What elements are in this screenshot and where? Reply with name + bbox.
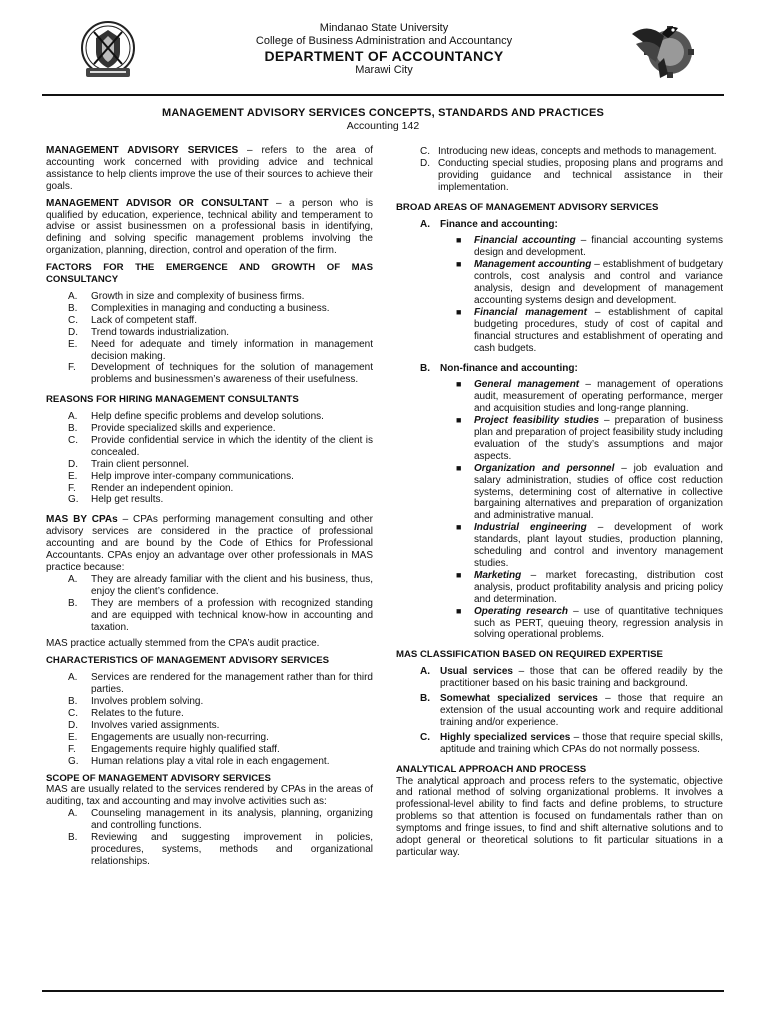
nonfinance-subheading: B. Non-finance and accounting: xyxy=(420,362,578,374)
bullet-icon: ■ xyxy=(456,379,462,390)
finance-list xyxy=(396,235,723,354)
list-item: B. Provide specialized skills and experience. xyxy=(68,423,276,435)
bullet-icon: ■ xyxy=(456,605,462,616)
document-title-block xyxy=(42,107,724,133)
course-code: Accounting 142 xyxy=(346,120,420,132)
section-heading: BROAD AREAS OF MANAGEMENT ADVISORY SERVICES xyxy=(396,201,659,213)
advisor-definition: MANAGEMENT ADVISOR OR CONSULTANT – a person who is qualified by education, experience, technical ability and temperament to advise or assist businessmen on a professional basis in identifying, defining and solving specific management problems involving the organization, planning, direction, control and operation of the firm. xyxy=(46,197,373,257)
cpa-advantages-list xyxy=(46,574,373,634)
footer-divider xyxy=(42,990,724,992)
list-item: B. They are members of a profession with recognized standing and are equipped with technical know-how in accounting and taxation. xyxy=(68,597,373,633)
list-item: B. Reviewing and suggesting improvement in policies, procedures, systems, methods and organizational relationships. xyxy=(68,832,373,867)
list-item: D. Trend towards industrialization. xyxy=(68,326,230,338)
section-heading: SCOPE OF MANAGEMENT ADVISORY SERVICES xyxy=(46,772,271,784)
list-item: B. Involves problem solving. xyxy=(68,696,204,708)
list-item: G. Human relations play a vital role in each engagement. xyxy=(68,755,330,767)
section-heading: MAS CLASSIFICATION BASED ON REQUIRED EXPERTISE xyxy=(396,649,663,661)
list-item: C. Provide confidential service in which the identity of the client is concealed. xyxy=(68,434,373,458)
cpa-term: MAS BY CPAs xyxy=(46,514,118,526)
list-item: E. Need for adequate and timely information in management decision making. xyxy=(68,338,373,362)
list-item: F. Development of techniques for the solution of management problems and businessmen’s awareness of their usefulness. xyxy=(68,362,373,386)
advisor-term: MANAGEMENT ADVISOR OR CONSULTANT xyxy=(46,197,269,209)
mas-definition: MANAGEMENT ADVISORY SERVICES – refers to the area of accounting work concerned with providing advice and technical assistance to help clients improve the use of their sources to achieve their goals. xyxy=(46,145,374,192)
list-item: B. Somewhat specialized services – those that require an extension of the usual accounting work and require additional training and/or experience. xyxy=(420,693,723,728)
list-item: ■ General management – management of operations audit, measurement of operating performance, merger and acquisition studies and long-range planning. xyxy=(456,379,723,415)
list-item: E. Engagements are usually non-recurring. xyxy=(68,731,269,743)
document-title: MANAGEMENT ADVISORY SERVICES CONCEPTS, STANDARDS AND PRACTICES xyxy=(161,107,605,119)
list-item: B. Complexities in managing and conducting a business. xyxy=(68,302,330,314)
bullet-icon: ■ xyxy=(456,522,462,533)
cpa-note: MAS practice actually stemmed from the CPA’s audit practice. xyxy=(46,638,320,650)
factors-list xyxy=(46,291,373,386)
city-name: Marawi City xyxy=(355,64,413,76)
letterhead xyxy=(0,22,768,77)
list-item: ■ Financial management – establishment of capital budgeting procedures, study of cost of capital and financial structures and establishment of operating and cash budgets. xyxy=(456,306,723,354)
bullet-icon: ■ xyxy=(456,462,462,473)
analytical-paragraph: The analytical approach and process refers to the systematic, objective and rational method of solving organizational problems. It involves a professional-level ability to find facts and define problems, to structure problems so that attention is focused on fundamentals rather than on symptoms and fringe issues, to find and shift alternative solutions and to adopt general or theoretical solutions to fit particular situations in a particular way. xyxy=(396,775,723,858)
characteristics-list xyxy=(46,672,373,767)
university-name: Mindanao State University xyxy=(319,22,449,34)
bullet-icon: ■ xyxy=(456,569,462,580)
list-item: ■ Management accounting – establishment of budgetary controls, cost analysis and control and variance analysis, design and development of management accounting systems design and development. xyxy=(456,259,723,306)
college-name: College of Business Administration and Accountancy xyxy=(255,35,513,47)
list-item: D. Conducting special studies, proposing plans and programs and providing guidance and technical assistance in their implementation. xyxy=(420,157,723,193)
list-item: C. Highly specialized services – those that require special skills, aptitude and training which CPAs do not normally possess. xyxy=(420,731,724,755)
list-item: ■ Marketing – market forecasting, distribution cost analysis, product profitability analysis and pricing policy and determination. xyxy=(456,569,723,605)
header-divider xyxy=(42,94,724,96)
section-heading: ANALYTICAL APPROACH AND PROCESS xyxy=(396,763,587,775)
list-item: ■ Operating research – use of quantitative techniques such as PERT, queuing theory, regression analysis in solving operational problems. xyxy=(456,605,723,641)
finance-subheading: A. Finance and accounting: xyxy=(420,218,558,230)
bullet-icon: ■ xyxy=(456,415,462,426)
cpa-definition: MAS BY CPAs – CPAs performing management consulting and other advisory services are considered in the practice of professional accounting and are bound by the Code of Ethics for Professional Accountants. CPAs enjoy an advantage over other professionals in MAS practice because: xyxy=(46,514,374,573)
reasons-list xyxy=(46,411,373,506)
bullet-icon: ■ xyxy=(456,306,462,317)
list-item: A. Help define specific problems and develop solutions. xyxy=(68,411,324,423)
department-name: DEPARTMENT OF ACCOUNTANCY xyxy=(264,48,504,64)
list-item: G. Help get results. xyxy=(68,494,164,506)
scope-list-continued xyxy=(396,146,723,194)
bullet-icon: ■ xyxy=(456,235,462,246)
section-heading: FACTORS FOR THE EMERGENCE AND GROWTH OF MAS CONSULTANCY xyxy=(46,262,373,286)
list-item: C. Introducing new ideas, concepts and methods to management. xyxy=(420,146,717,157)
list-item: ■ Industrial engineering – development of work standards, plant layout studies, production planning, scheduling and control and inventory management studies. xyxy=(456,522,723,569)
list-item: C. Relates to the future. xyxy=(68,707,184,719)
section-heading: REASONS FOR HIRING MANAGEMENT CONSULTANTS xyxy=(46,394,299,406)
list-item: D. Train client personnel. xyxy=(68,458,190,470)
list-item: A. They are already familiar with the client and his business, thus, enjoy the client’s confidence. xyxy=(68,573,373,597)
list-item: D. Involves varied assignments. xyxy=(68,719,220,731)
list-item: A. Services are rendered for the management rather than for third parties. xyxy=(68,672,373,696)
mas-term: MANAGEMENT ADVISORY SERVICES xyxy=(46,145,239,156)
left-column xyxy=(46,145,373,868)
list-item: A. Counseling management in its analysis, planning, organizing and controlling functions. xyxy=(68,808,373,832)
scope-list xyxy=(46,808,373,868)
right-column xyxy=(396,146,723,859)
section-heading: CHARACTERISTICS OF MANAGEMENT ADVISORY SERVICES xyxy=(46,655,330,667)
list-item: A. Usual services – those that can be offered readily by the practitioner based on his basic training and background. xyxy=(420,666,723,690)
list-item: E. Help improve inter-company communications. xyxy=(68,470,294,482)
list-item: A. Growth in size and complexity of business firms. xyxy=(68,290,305,302)
nonfinance-list xyxy=(396,379,723,641)
classification-list xyxy=(396,666,723,755)
list-item: F. Render an independent opinion. xyxy=(68,482,234,494)
list-item: ■ Financial accounting – financial accounting systems design and development. xyxy=(456,235,723,259)
list-item: F. Engagements require highly qualified staff. xyxy=(68,743,280,755)
list-item: ■ Organization and personnel – job evaluation and salary administration, studies of office cost reduction systems, determining cost of alternative in collective bargaining alternatives and preparation of organization and administrative manual. xyxy=(456,462,723,522)
list-item: C. Lack of competent staff. xyxy=(68,314,197,326)
bullet-icon: ■ xyxy=(456,259,462,270)
scope-intro: MAS are usually related to the services rendered by CPAs in the areas of auditing, tax and accounting and may involve activities such as: xyxy=(46,784,373,808)
list-item: ■ Project feasibility studies – preparation of business plan and preparation of project feasibility study including evaluation of the study’s assumptions and major aspects. xyxy=(456,415,723,462)
